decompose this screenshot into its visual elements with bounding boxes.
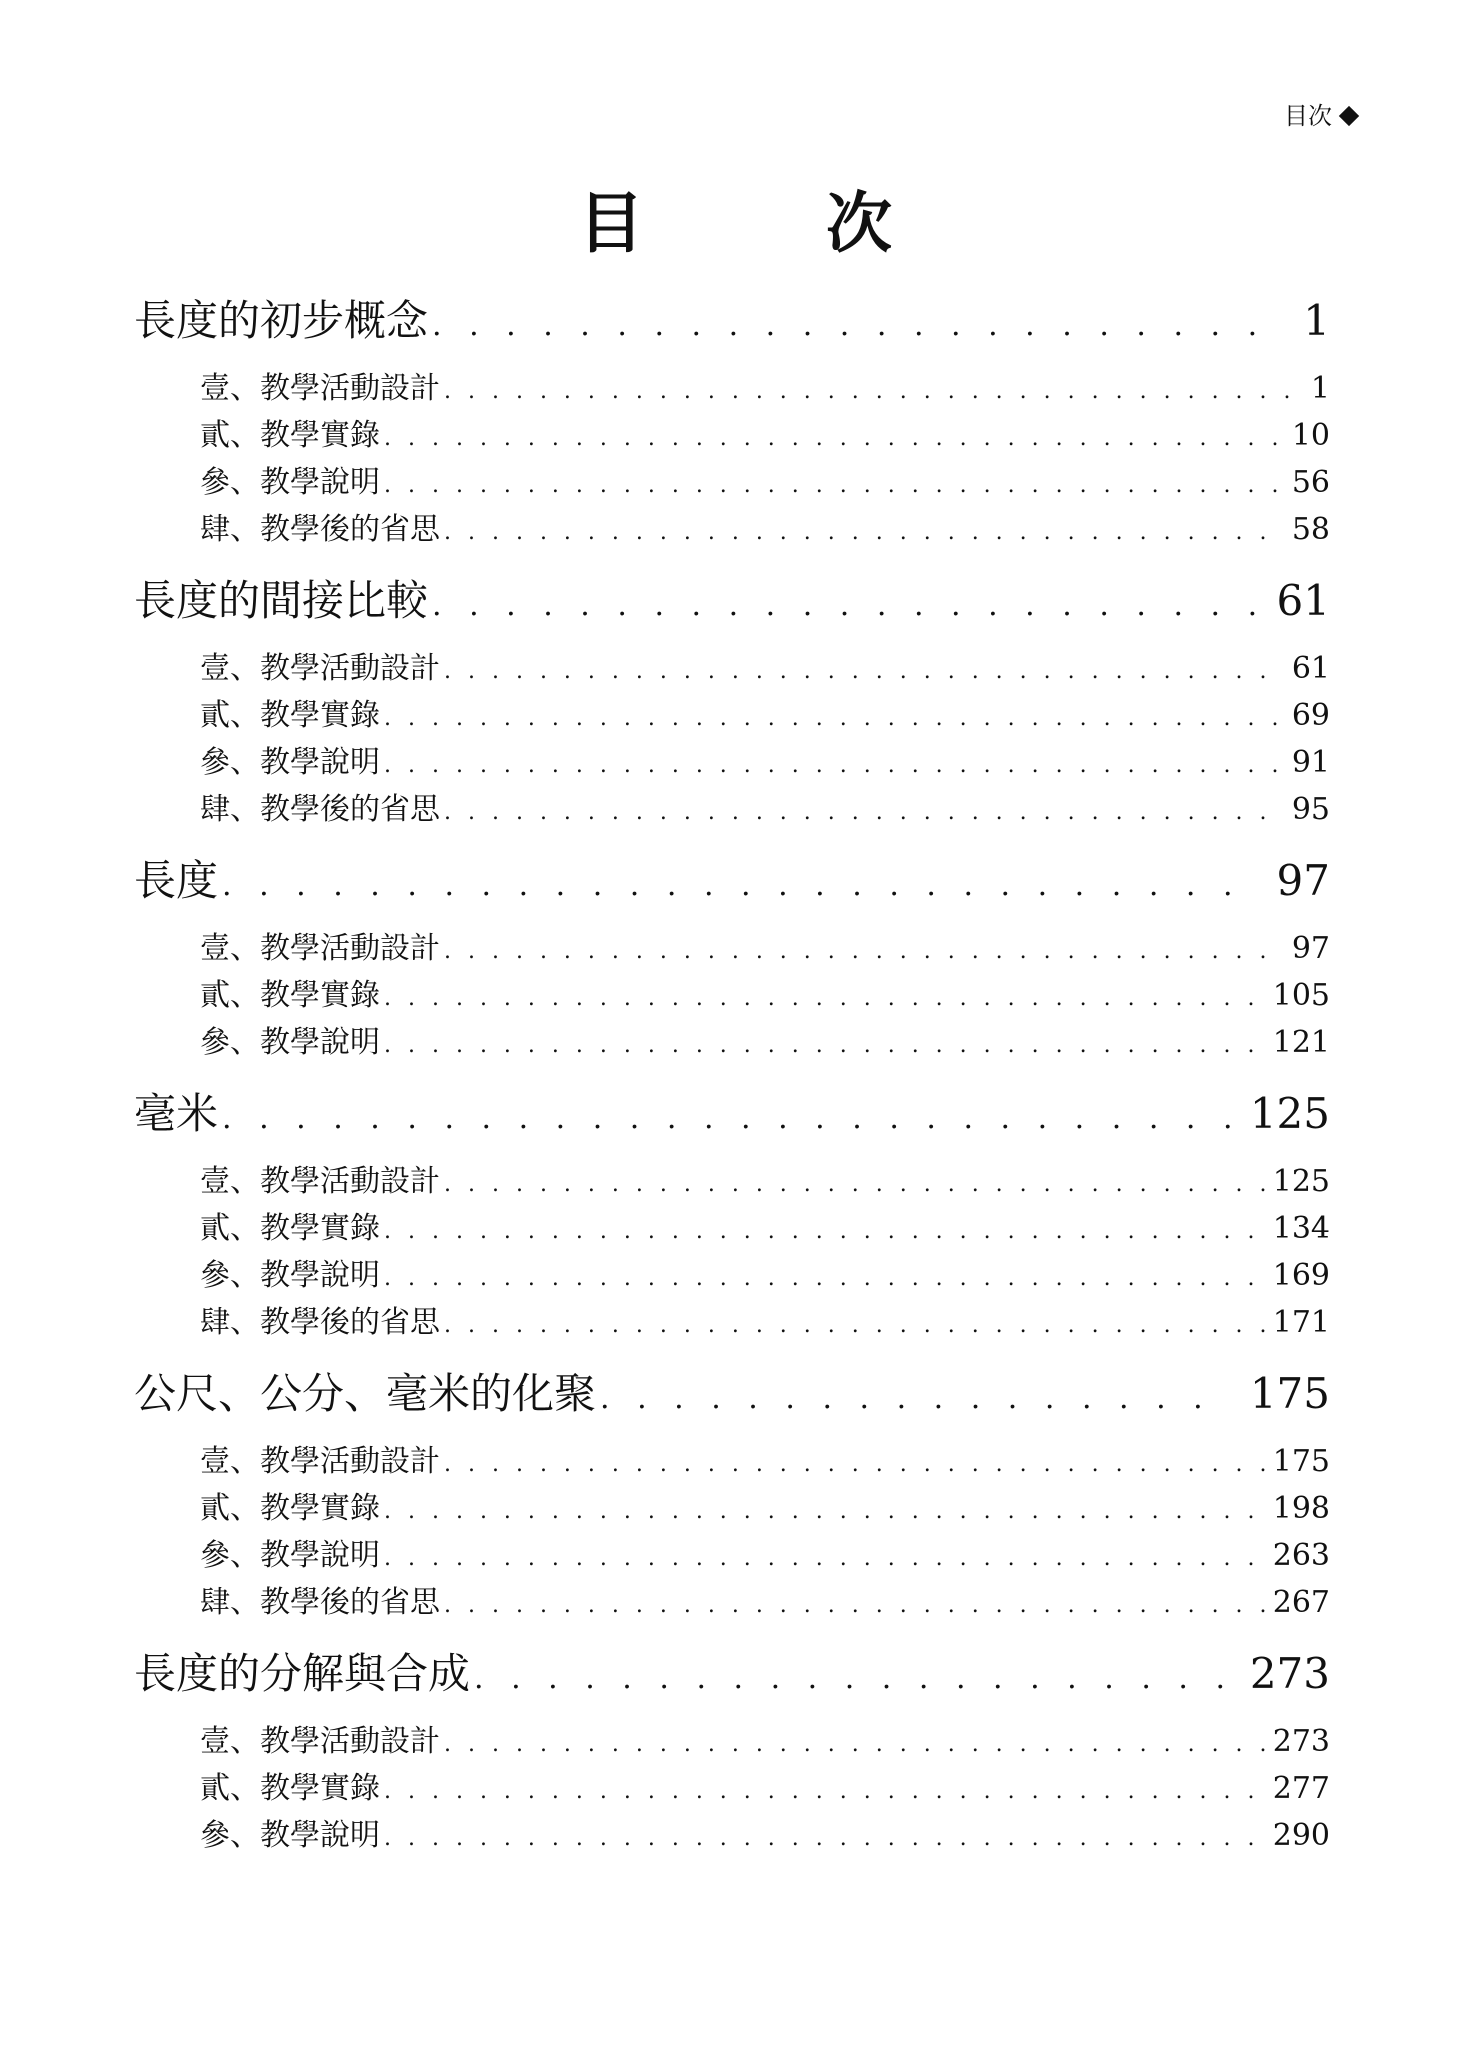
section-title: 貳、教學實錄 xyxy=(200,1771,380,1806)
section-title: 參、教學說明 xyxy=(200,1538,380,1573)
toc-chapter xyxy=(134,845,1330,1078)
section-page-number: 58 xyxy=(1291,512,1330,547)
section-title: 參、教學說明 xyxy=(200,745,380,780)
section-title: 肆、教學後的省思 xyxy=(200,1305,440,1340)
dot-leader xyxy=(384,1535,1265,1582)
running-header xyxy=(1284,100,1358,132)
chapter-title: 長度的間接比較 xyxy=(134,576,429,625)
toc-section-entry[interactable] xyxy=(200,1019,1330,1066)
toc-section-entry[interactable] xyxy=(200,1158,1330,1205)
toc-section-entry[interactable] xyxy=(200,1205,1330,1252)
section-title: 肆、教學後的省思 xyxy=(200,512,440,547)
toc-section-entry[interactable] xyxy=(200,692,1330,739)
dot-leader xyxy=(600,1363,1232,1435)
chapter-title: 長度 xyxy=(134,856,219,905)
page-title: 目 次 xyxy=(578,185,950,262)
dot-leader xyxy=(384,1488,1265,1535)
dot-leader xyxy=(384,695,1284,742)
chapter-page-number: 1 xyxy=(1303,296,1330,345)
section-title: 貳、教學實錄 xyxy=(200,698,380,733)
section-page-number: 69 xyxy=(1291,698,1330,733)
section-title: 貳、教學實錄 xyxy=(200,1491,380,1526)
chapter-title: 毫米 xyxy=(134,1089,219,1138)
toc-chapter-entry[interactable] xyxy=(134,845,1330,917)
toc-chapter xyxy=(134,1358,1330,1638)
section-title: 壹、教學活動設計 xyxy=(200,1724,440,1759)
toc-chapter-entry[interactable] xyxy=(134,1638,1330,1710)
toc-chapter xyxy=(134,565,1330,845)
section-list xyxy=(134,357,1330,565)
section-page-number: 125 xyxy=(1272,1164,1330,1199)
dot-leader xyxy=(474,1643,1232,1715)
toc-section-entry[interactable] xyxy=(200,925,1330,972)
toc-chapter xyxy=(134,1078,1330,1358)
toc-section-entry[interactable] xyxy=(200,786,1330,833)
section-title: 貳、教學實錄 xyxy=(200,1211,380,1246)
section-title: 參、教學說明 xyxy=(200,1818,380,1853)
section-title: 肆、教學後的省思 xyxy=(200,1585,440,1620)
dot-leader xyxy=(444,648,1284,695)
chapter-page-number: 273 xyxy=(1249,1649,1330,1698)
section-page-number: 263 xyxy=(1272,1538,1330,1573)
running-header-title: 目次 xyxy=(1284,102,1332,130)
section-list xyxy=(134,917,1330,1078)
dot-leader xyxy=(384,462,1284,509)
section-page-number: 61 xyxy=(1291,651,1330,686)
section-page-number: 171 xyxy=(1272,1305,1330,1340)
toc-section-entry[interactable] xyxy=(200,459,1330,506)
section-list xyxy=(134,637,1330,845)
toc-chapter xyxy=(134,1638,1330,1871)
dot-leader xyxy=(444,509,1284,556)
section-title: 參、教學說明 xyxy=(200,1258,380,1293)
section-title: 貳、教學實錄 xyxy=(200,418,380,453)
section-page-number: 1 xyxy=(1310,371,1330,406)
dot-leader xyxy=(432,290,1285,362)
toc-section-entry[interactable] xyxy=(200,645,1330,692)
section-title: 參、教學說明 xyxy=(200,465,380,500)
section-title: 貳、教學實錄 xyxy=(200,978,380,1013)
toc-section-entry[interactable] xyxy=(200,412,1330,459)
dot-leader xyxy=(384,742,1284,789)
section-title: 肆、教學後的省思 xyxy=(200,792,440,827)
section-page-number: 267 xyxy=(1272,1585,1330,1620)
section-page-number: 134 xyxy=(1272,1211,1330,1246)
dot-leader xyxy=(444,1721,1265,1768)
toc-section-entry[interactable] xyxy=(200,1485,1330,1532)
toc-section-entry[interactable] xyxy=(200,1532,1330,1579)
section-list xyxy=(134,1150,1330,1358)
diamond-icon xyxy=(1339,106,1359,126)
chapter-page-number: 97 xyxy=(1276,856,1330,905)
section-page-number: 121 xyxy=(1272,1025,1330,1060)
section-page-number: 10 xyxy=(1291,418,1330,453)
section-list xyxy=(134,1430,1330,1638)
toc-section-entry[interactable] xyxy=(200,1812,1330,1859)
section-page-number: 56 xyxy=(1291,465,1330,500)
chapter-title: 長度的分解與合成 xyxy=(134,1649,471,1698)
toc-chapter-entry[interactable] xyxy=(134,1078,1330,1150)
dot-leader xyxy=(444,1441,1265,1488)
toc-section-entry[interactable] xyxy=(200,739,1330,786)
section-title: 壹、教學活動設計 xyxy=(200,931,440,966)
toc-chapter xyxy=(134,285,1330,565)
dot-leader xyxy=(444,1161,1265,1208)
chapter-page-number: 125 xyxy=(1249,1089,1330,1138)
section-title: 壹、教學活動設計 xyxy=(200,371,440,406)
dot-leader xyxy=(384,1768,1265,1815)
dot-leader xyxy=(444,1302,1265,1349)
dot-leader xyxy=(222,1083,1232,1155)
dot-leader xyxy=(444,1582,1265,1629)
toc-chapter-entry[interactable] xyxy=(134,285,1330,357)
dot-leader xyxy=(384,1022,1265,1069)
toc-section-entry[interactable] xyxy=(200,1299,1330,1346)
section-page-number: 105 xyxy=(1272,978,1330,1013)
section-page-number: 95 xyxy=(1291,792,1330,827)
section-page-number: 290 xyxy=(1272,1818,1330,1853)
dot-leader xyxy=(384,1815,1265,1862)
dot-leader xyxy=(384,1208,1265,1255)
toc-section-entry[interactable] xyxy=(200,1765,1330,1812)
chapter-page-number: 61 xyxy=(1276,576,1330,625)
dot-leader xyxy=(432,570,1259,642)
toc-chapter-entry[interactable] xyxy=(134,1358,1330,1430)
toc-section-entry[interactable] xyxy=(200,972,1330,1019)
toc-section-entry[interactable] xyxy=(200,506,1330,553)
toc-section-entry[interactable] xyxy=(200,1252,1330,1299)
section-page-number: 91 xyxy=(1291,745,1330,780)
toc-chapter-entry[interactable] xyxy=(134,565,1330,637)
section-list xyxy=(134,1710,1330,1871)
section-page-number: 175 xyxy=(1272,1444,1330,1479)
section-title: 壹、教學活動設計 xyxy=(200,1164,440,1199)
dot-leader xyxy=(384,975,1265,1022)
chapter-title: 公尺、公分、毫米的化聚 xyxy=(134,1369,597,1418)
toc-section-entry[interactable] xyxy=(200,1579,1330,1626)
section-page-number: 169 xyxy=(1272,1258,1330,1293)
chapter-title: 長度的初步概念 xyxy=(134,296,429,345)
dot-leader xyxy=(384,415,1284,462)
toc-section-entry[interactable] xyxy=(200,1718,1330,1765)
toc-section-entry[interactable] xyxy=(200,365,1330,412)
dot-leader xyxy=(384,1255,1265,1302)
section-page-number: 198 xyxy=(1272,1491,1330,1526)
section-page-number: 273 xyxy=(1272,1724,1330,1759)
dot-leader xyxy=(444,928,1284,975)
section-page-number: 97 xyxy=(1291,931,1330,966)
dot-leader xyxy=(444,789,1284,836)
section-title: 壹、教學活動設計 xyxy=(200,1444,440,1479)
dot-leader xyxy=(222,850,1259,922)
section-title: 壹、教學活動設計 xyxy=(200,651,440,686)
toc-section-entry[interactable] xyxy=(200,1438,1330,1485)
section-title: 參、教學說明 xyxy=(200,1025,380,1060)
table-of-contents xyxy=(134,285,1330,1871)
chapter-page-number: 175 xyxy=(1249,1369,1330,1418)
section-page-number: 277 xyxy=(1272,1771,1330,1806)
dot-leader xyxy=(444,368,1303,415)
